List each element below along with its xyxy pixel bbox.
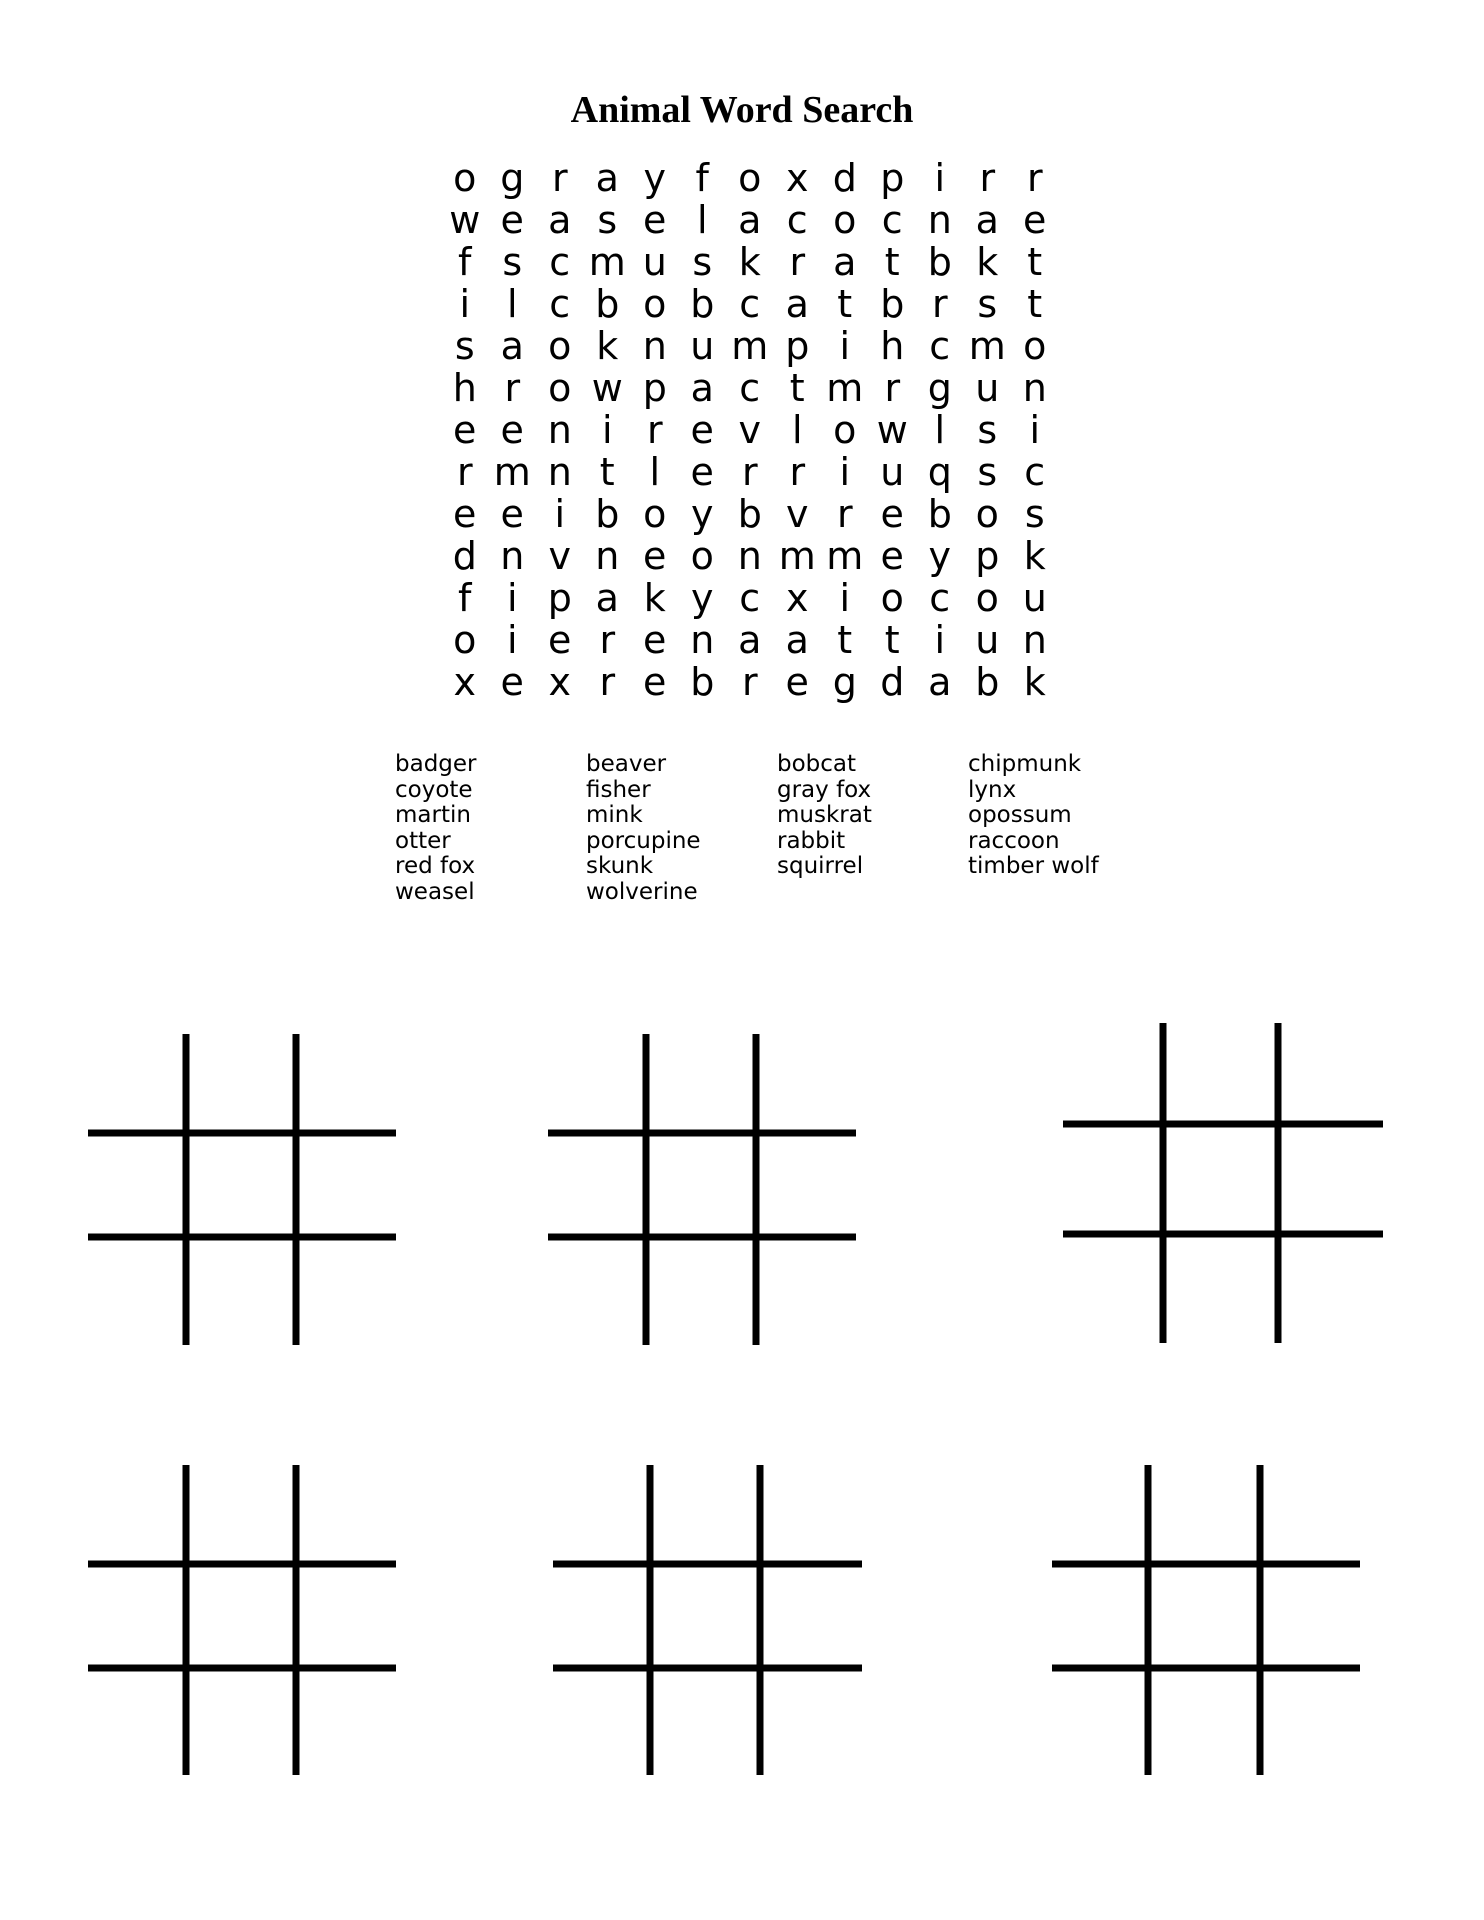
puzzle-letter[interactable]: o [975, 492, 999, 536]
puzzle-letter[interactable]: b [927, 492, 952, 536]
word-list-item: red fox [395, 853, 476, 880]
puzzle-letter[interactable]: o [833, 408, 857, 452]
puzzle-letter[interactable]: c [881, 198, 903, 242]
puzzle-letter[interactable]: t [884, 618, 900, 662]
puzzle-letter[interactable]: d [452, 534, 477, 578]
word-list-item: lynx [968, 776, 1017, 803]
puzzle-letter[interactable]: o [880, 576, 904, 620]
puzzle-letter[interactable]: r [599, 618, 616, 662]
puzzle-letter[interactable]: n [547, 450, 572, 494]
puzzle-letter[interactable]: m [778, 534, 816, 578]
puzzle-letter[interactable]: y [691, 576, 714, 620]
puzzle-letter[interactable]: b [690, 660, 715, 704]
puzzle-letter[interactable]: a [785, 618, 809, 662]
puzzle-letter[interactable]: l [934, 408, 946, 452]
puzzle-letter[interactable]: i [506, 576, 518, 620]
puzzle-letter[interactable]: r [741, 450, 758, 494]
word-list-item: skunk [586, 853, 654, 880]
puzzle-letter[interactable]: u [975, 618, 1000, 662]
puzzle-letter[interactable]: l [696, 198, 708, 242]
word-list-item: otter [395, 827, 451, 854]
puzzle-letter[interactable]: k [1023, 660, 1046, 704]
puzzle-letter[interactable]: r [789, 450, 806, 494]
word-list-item: wolverine [586, 878, 698, 905]
puzzle-letter[interactable]: e [643, 534, 667, 578]
puzzle-letter[interactable]: h [452, 366, 477, 410]
puzzle-letter[interactable]: m [588, 240, 626, 284]
puzzle-letter[interactable]: e [690, 450, 714, 494]
puzzle-letter[interactable]: n [642, 324, 667, 368]
puzzle-letter[interactable]: a [690, 366, 714, 410]
tic-tac-toe-board-3[interactable] [1063, 1023, 1383, 1343]
puzzle-letter[interactable]: e [500, 408, 524, 452]
puzzle-letter[interactable]: r [646, 408, 663, 452]
puzzle-letter[interactable]: k [596, 324, 619, 368]
puzzle-letter[interactable]: g [832, 660, 857, 704]
puzzle-letter[interactable]: a [548, 198, 572, 242]
puzzle-letter[interactable]: t [837, 618, 853, 662]
word-list-item: squirrel [777, 853, 864, 880]
puzzle-letter[interactable]: r [551, 156, 568, 200]
puzzle-letter[interactable]: e [880, 492, 904, 536]
puzzle-letter[interactable]: f [458, 240, 472, 284]
puzzle-letter[interactable]: r [1026, 156, 1043, 200]
puzzle-letter[interactable]: d [880, 660, 905, 704]
word-list-item: fisher [586, 776, 651, 803]
puzzle-letter[interactable]: v [548, 534, 571, 578]
tic-tac-toe-board-5[interactable] [553, 1465, 862, 1775]
puzzle-letter[interactable]: a [595, 156, 619, 200]
word-list-item: rabbit [777, 827, 846, 854]
puzzle-letter[interactable]: i [459, 282, 471, 326]
word-list-item: gray fox [777, 776, 872, 803]
puzzle-letter[interactable]: o [643, 282, 667, 326]
puzzle-letter[interactable]: u [642, 240, 667, 284]
puzzle-letter[interactable]: n [547, 408, 572, 452]
puzzle-letter[interactable]: c [549, 240, 571, 284]
word-list-item: timber wolf [968, 853, 1099, 880]
puzzle-letter[interactable]: i [1029, 408, 1041, 452]
puzzle-letter[interactable]: x [786, 156, 809, 200]
puzzle-letter[interactable]: n [1022, 366, 1047, 410]
puzzle-letter[interactable]: a [595, 576, 619, 620]
puzzle-letter[interactable]: m [731, 324, 769, 368]
puzzle-letter[interactable]: n [737, 534, 762, 578]
word-list-item: mink [586, 802, 643, 829]
puzzle-letter[interactable]: r [836, 492, 853, 536]
puzzle-letter[interactable]: o [548, 324, 572, 368]
puzzle-letter[interactable]: x [548, 660, 571, 704]
puzzle-letter[interactable]: r [599, 660, 616, 704]
puzzle-letter[interactable]: r [931, 282, 948, 326]
puzzle-letter[interactable]: y [928, 534, 951, 578]
puzzle-letter[interactable]: c [929, 324, 951, 368]
puzzle-letter[interactable]: u [975, 366, 1000, 410]
word-list-item: opossum [968, 802, 1072, 829]
puzzle-letter[interactable]: a [833, 240, 857, 284]
puzzle-letter[interactable]: a [975, 198, 999, 242]
puzzle-letter[interactable]: b [595, 282, 620, 326]
puzzle-letter[interactable]: s [502, 240, 523, 284]
puzzle-letter[interactable]: e [453, 408, 477, 452]
puzzle-letter[interactable]: u [690, 324, 715, 368]
puzzle-letter[interactable]: y [643, 156, 666, 200]
puzzle-letter[interactable]: s [454, 324, 475, 368]
puzzle-letter[interactable]: s [977, 450, 998, 494]
puzzle-letter[interactable]: o [643, 492, 667, 536]
word-list-item: beaver [586, 751, 667, 777]
puzzle-letter[interactable]: i [839, 450, 851, 494]
puzzle-letter[interactable]: k [738, 240, 761, 284]
tic-tac-toe-board-4[interactable] [88, 1465, 396, 1775]
puzzle-letter[interactable]: e [500, 492, 524, 536]
word-list-item: weasel [395, 878, 475, 905]
puzzle-letter[interactable]: l [649, 450, 661, 494]
puzzle-letter[interactable]: s [977, 408, 998, 452]
puzzle-letter[interactable]: o [833, 198, 857, 242]
puzzle-letter[interactable]: e [453, 492, 477, 536]
puzzle-letter[interactable]: t [884, 240, 900, 284]
puzzle-letter[interactable]: t [1027, 240, 1043, 284]
puzzle-letter[interactable]: x [453, 660, 476, 704]
puzzle-letter[interactable]: a [785, 282, 809, 326]
puzzle-letter[interactable]: o [975, 576, 999, 620]
puzzle-letter[interactable]: r [741, 660, 758, 704]
puzzle-letter[interactable]: e [1023, 198, 1047, 242]
puzzle-letter[interactable]: b [927, 240, 952, 284]
puzzle-letter[interactable]: q [927, 450, 952, 494]
tic-tac-toe-board-6[interactable] [1052, 1465, 1360, 1775]
page-title: Animal Word Search [570, 89, 914, 131]
puzzle-letter[interactable]: e [690, 408, 714, 452]
puzzle-letter[interactable]: a [738, 198, 762, 242]
puzzle-letter[interactable]: p [785, 324, 810, 368]
puzzle-letter[interactable]: e [500, 198, 524, 242]
puzzle-letter[interactable]: n [1022, 618, 1047, 662]
puzzle-letter[interactable]: w [449, 198, 481, 242]
puzzle-letter[interactable]: t [837, 282, 853, 326]
puzzle-letter[interactable]: o [738, 156, 762, 200]
puzzle-letter[interactable]: t [1027, 282, 1043, 326]
word-list-item: muskrat [777, 802, 872, 829]
puzzle-letter[interactable]: w [876, 408, 908, 452]
puzzle-letter[interactable]: r [884, 366, 901, 410]
puzzle-letter[interactable]: u [880, 450, 905, 494]
puzzle-letter[interactable]: e [500, 660, 524, 704]
puzzle-letter[interactable]: b [975, 660, 1000, 704]
puzzle-letter[interactable]: k [643, 576, 666, 620]
puzzle-letter[interactable]: y [691, 492, 714, 536]
puzzle-letter[interactable]: b [690, 282, 715, 326]
puzzle-letter[interactable]: n [690, 618, 715, 662]
puzzle-letter[interactable]: i [554, 492, 566, 536]
puzzle-letter[interactable]: r [456, 450, 473, 494]
word-list-item: bobcat [777, 751, 857, 777]
word-list-item: badger [395, 751, 477, 777]
word-list-item: chipmunk [968, 751, 1082, 777]
puzzle-letter[interactable]: r [789, 240, 806, 284]
puzzle-letter[interactable]: e [643, 660, 667, 704]
puzzle-letter[interactable]: o [453, 156, 477, 200]
puzzle-letter[interactable]: i [839, 324, 851, 368]
puzzle-letter[interactable]: e [643, 618, 667, 662]
puzzle-letter[interactable]: p [642, 366, 667, 410]
puzzle-letter[interactable]: e [548, 618, 572, 662]
puzzle-letter[interactable]: c [739, 576, 761, 620]
puzzle-letter[interactable]: t [789, 366, 805, 410]
word-list-item: raccoon [968, 827, 1060, 854]
puzzle-letter[interactable]: c [786, 198, 808, 242]
puzzle-letter[interactable]: v [786, 492, 809, 536]
puzzle-letter[interactable]: g [927, 366, 952, 410]
puzzle-letter[interactable]: i [601, 408, 613, 452]
puzzle-letter[interactable]: i [934, 618, 946, 662]
puzzle-letter[interactable]: t [599, 450, 615, 494]
puzzle-letter[interactable]: u [1022, 576, 1047, 620]
word-list-item: coyote [395, 776, 473, 803]
puzzle-letter[interactable]: r [979, 156, 996, 200]
puzzle-letter[interactable]: n [500, 534, 525, 578]
puzzle-letter[interactable]: m [968, 324, 1006, 368]
puzzle-letter[interactable]: c [1024, 450, 1046, 494]
puzzle-letter[interactable]: g [500, 156, 525, 200]
puzzle-letter[interactable]: m [826, 366, 864, 410]
puzzle-letter[interactable]: i [506, 618, 518, 662]
tic-tac-toe-board-1[interactable] [88, 1034, 396, 1345]
word-list-item: martin [395, 802, 471, 829]
puzzle-letter[interactable]: n [927, 198, 952, 242]
puzzle-letter[interactable]: r [504, 366, 521, 410]
puzzle-letter[interactable]: n [595, 534, 620, 578]
puzzle-letter[interactable]: f [458, 576, 472, 620]
puzzle-letter[interactable]: k [976, 240, 999, 284]
puzzle-letter[interactable]: h [880, 324, 905, 368]
puzzle-letter[interactable]: b [595, 492, 620, 536]
puzzle-letter[interactable]: p [547, 576, 572, 620]
puzzle-letter[interactable]: p [975, 534, 1000, 578]
puzzle-letter[interactable]: i [839, 576, 851, 620]
puzzle-letter[interactable]: v [738, 408, 761, 452]
word-list-item: porcupine [586, 827, 701, 854]
puzzle-letter[interactable]: i [934, 156, 946, 200]
puzzle-letter[interactable]: m [493, 450, 531, 494]
puzzle-letter[interactable]: p [880, 156, 905, 200]
puzzle-letter[interactable]: b [880, 282, 905, 326]
puzzle-letter[interactable]: a [928, 660, 952, 704]
puzzle-letter[interactable]: e [785, 660, 809, 704]
puzzle-letter[interactable]: e [880, 534, 904, 578]
puzzle-letter[interactable]: s [597, 198, 618, 242]
puzzle-letter[interactable]: o [453, 618, 477, 662]
puzzle-letter[interactable]: c [549, 282, 571, 326]
puzzle-letter[interactable]: m [826, 534, 864, 578]
puzzle-letter[interactable]: w [591, 366, 623, 410]
puzzle-letter[interactable]: s [977, 282, 998, 326]
puzzle-letter[interactable]: a [500, 324, 524, 368]
puzzle-letter[interactable]: o [1023, 324, 1047, 368]
tic-tac-toe-board-2[interactable] [548, 1034, 856, 1345]
puzzle-letter[interactable]: b [737, 492, 762, 536]
puzzle-letter[interactable]: f [695, 156, 709, 200]
puzzle-letter[interactable]: d [832, 156, 857, 200]
puzzle-letter[interactable]: x [786, 576, 809, 620]
puzzle-letter[interactable]: o [690, 534, 714, 578]
puzzle-letter[interactable]: a [738, 618, 762, 662]
puzzle-letter[interactable]: s [692, 240, 713, 284]
puzzle-letter[interactable]: c [739, 366, 761, 410]
puzzle-letter[interactable]: e [643, 198, 667, 242]
puzzle-letter[interactable]: c [929, 576, 951, 620]
puzzle-letter[interactable]: k [1023, 534, 1046, 578]
puzzle-letter[interactable]: c [739, 282, 761, 326]
puzzle-letter[interactable]: l [791, 408, 803, 452]
puzzle-letter[interactable]: l [506, 282, 518, 326]
puzzle-letter[interactable]: o [548, 366, 572, 410]
puzzle-letter[interactable]: s [1024, 492, 1045, 536]
